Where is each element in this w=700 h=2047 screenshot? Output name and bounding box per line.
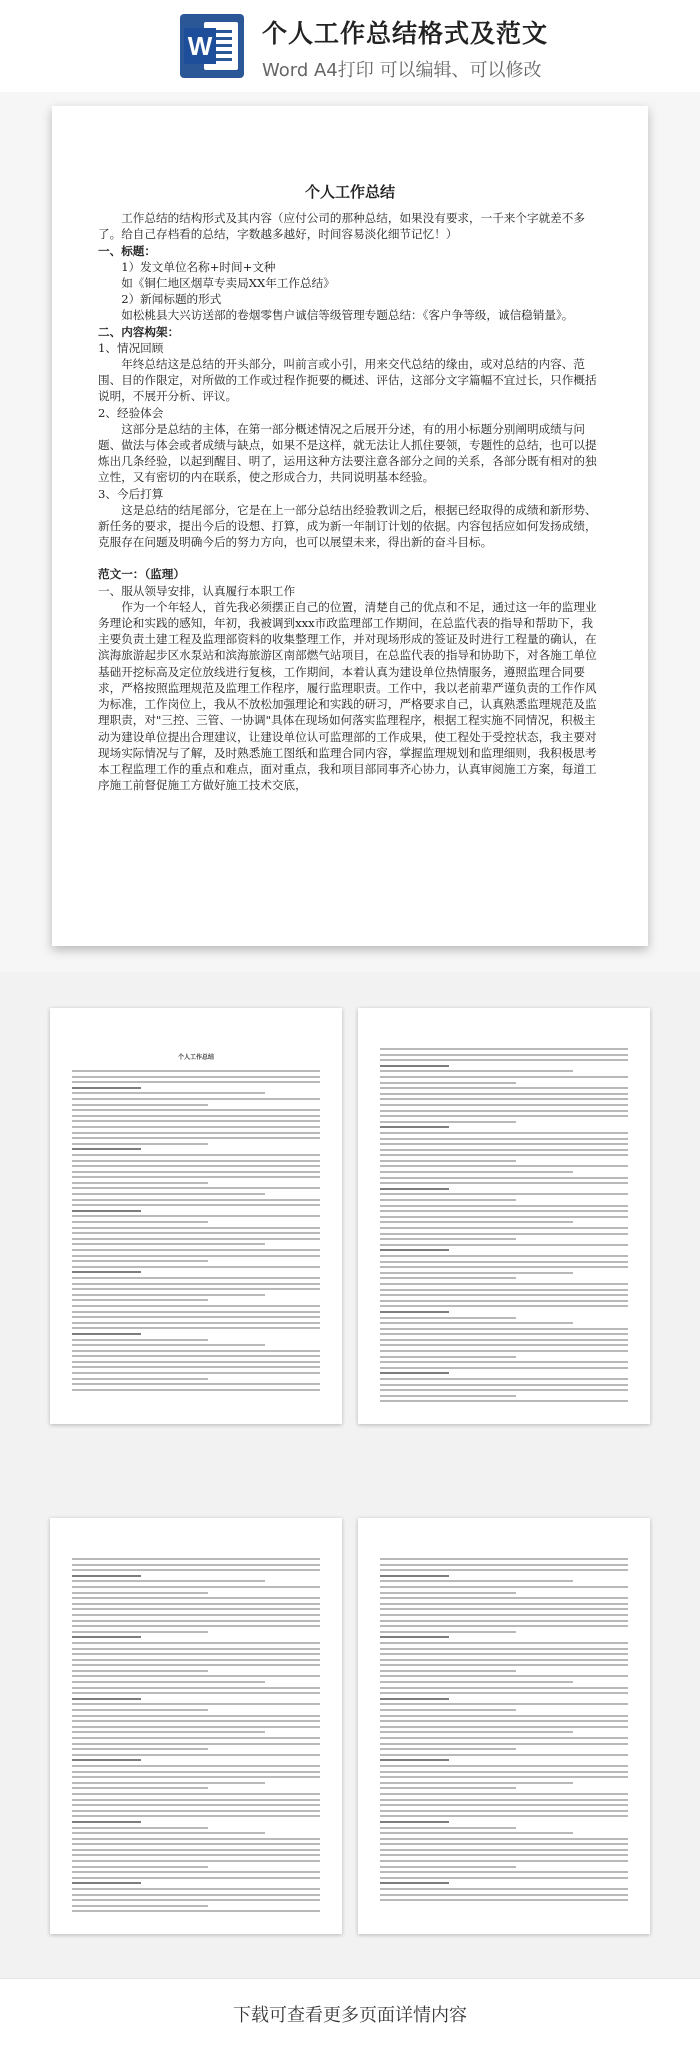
paragraph-spacer — [98, 550, 602, 566]
thumbnail-text-line — [72, 1860, 320, 1862]
thumbnail-text-line — [72, 1787, 208, 1789]
thumbnail-text-line — [72, 1776, 320, 1778]
thumbnail-text-line — [380, 1625, 628, 1627]
thumbnail-text-line — [380, 1754, 628, 1756]
main-preview-area — [0, 92, 700, 972]
thumbnail-text-line — [380, 1244, 628, 1246]
thumbnail-text-line — [380, 1726, 628, 1728]
document-paragraph: 这部分是总结的主体，在第一部分概述情况之后展开分述，有的用小标题分别阐明成绩与问题、做法与体会或者成绩与缺点，如果不是这样，就无法让人抓住要领，专题性的总结，也可以提炼出几条经验，以起到醒目、明了，运用这种方法要注意各部分之间的关系，各部分既有相对的独立性，又有密切的内在联系，使之形成合力，共同说明基本经验。 — [98, 421, 597, 485]
thumbnail-text-line — [380, 1793, 628, 1795]
thumbnail-text-line — [380, 1205, 628, 1207]
document-paragraphs — [98, 210, 602, 793]
thumbnail-text-line — [72, 1575, 141, 1577]
thumbnail-text-line — [380, 1877, 628, 1879]
thumbnail-text-line — [72, 1564, 320, 1566]
thumbnail-text-line — [72, 1748, 208, 1750]
thumbnail-text-line — [72, 1653, 320, 1655]
thumbnail-text-line — [380, 1765, 628, 1767]
thumbnail-text-line — [380, 1575, 449, 1577]
thumbnail-text-line — [72, 1877, 320, 1879]
thumbnail-text-line — [72, 1126, 320, 1128]
thumbnail-text-line — [380, 1603, 628, 1605]
thumbnail-text-line — [380, 1054, 628, 1056]
thumbnail-text-line — [380, 1894, 628, 1896]
thumbnail-text-line — [380, 1681, 573, 1683]
thumbnail-text-line — [380, 1776, 628, 1778]
thumbnail-text-line — [380, 1121, 516, 1123]
thumbnail-text-line — [72, 1726, 320, 1728]
thumbnail-text-line — [72, 1670, 208, 1672]
thumbnail-text-line — [380, 1882, 449, 1884]
thumbnail-text-line — [72, 1120, 320, 1122]
thumbnail-text-line — [380, 1586, 628, 1588]
thumbnail-text-line — [380, 1233, 628, 1235]
document-paragraph: 如松桃县大兴访送部的卷烟零售户诚信等级管理专题总结：《客户争等级，诚信稳销量》。 — [121, 308, 574, 323]
thumbnail-text-line — [72, 1614, 320, 1616]
thumbnail-text-line — [72, 1355, 320, 1357]
thumbnail-text-line — [72, 1827, 208, 1829]
thumbnail-text-line — [380, 1227, 628, 1229]
thumbnail-text-line — [380, 1255, 628, 1257]
thumbnail-text-line — [72, 1109, 320, 1111]
thumbnail-text-line — [72, 1137, 320, 1139]
section-heading: 二、内容构架： — [98, 324, 180, 339]
thumbnail-text-line — [380, 1199, 516, 1201]
document-paragraph: 2、经验体会 — [98, 405, 164, 420]
thumbnail-text-line — [380, 1333, 628, 1335]
thumbnail-text-line — [380, 1821, 449, 1823]
thumbnail-text-line — [72, 1070, 320, 1072]
thumbnail-text-line — [72, 1810, 320, 1812]
thumbnail-text-line — [380, 1642, 628, 1644]
thumbnail-text-line — [72, 1271, 141, 1273]
document-body — [52, 106, 648, 793]
thumbnail-text-line — [72, 1692, 320, 1694]
thumbnail-text-line — [380, 1670, 516, 1672]
thumbnail-text-line — [72, 1227, 320, 1229]
thumbnail-text-line — [380, 1311, 449, 1313]
thumbnail-text-line — [380, 1866, 516, 1868]
thumbnail-text-line — [72, 1866, 208, 1868]
thumbnail-text-line — [72, 1715, 320, 1717]
thumbnail-text-line — [380, 1132, 628, 1134]
thumbnail-text-line — [72, 1743, 320, 1745]
thumbnail-text-line — [380, 1648, 628, 1650]
thumbnail-text-line — [72, 1793, 320, 1795]
thumbnail-page-2[interactable] — [358, 1008, 650, 1424]
thumbnail-text-line — [72, 1569, 320, 1571]
thumbnail-text-line — [380, 1614, 628, 1616]
thumbnail-text-line — [380, 1317, 516, 1319]
document-paragraph: 这是总结的结尾部分，它是在上一部分总结出经验教训之后，根据已经取得的成绩和新形势、新任务的要求，提出今后的设想、打算，成为新一年制订计划的依据。内容包括应如何发扬成绩，克服存在问题及明确今后的努力方向，也可以展望未来，得出新的奋斗目标。 — [98, 502, 597, 550]
thumbnail-text-line — [380, 1165, 628, 1167]
thumbnail-text-line — [380, 1350, 628, 1352]
thumbnail-text-line — [380, 1149, 628, 1151]
thumbnail-text-line — [72, 1815, 320, 1817]
thumbnail-text-line — [72, 1098, 320, 1100]
thumbnail-text-line — [72, 1187, 320, 1189]
thumbnail-text-line — [380, 1703, 628, 1705]
thumbnail-text-line — [380, 1104, 628, 1106]
thumbnail-text-line — [380, 1367, 628, 1369]
thumbnail-text-line — [72, 1871, 320, 1873]
thumbnail-text-line — [380, 1810, 628, 1812]
thumbnail-text-line — [380, 1558, 628, 1560]
thumbnail-text-line — [72, 1193, 265, 1195]
thumbnail-text-line — [72, 1838, 320, 1840]
thumbnail-text-line — [380, 1899, 628, 1901]
thumbnail-text-line — [380, 1372, 449, 1374]
thumbnail-text-line — [72, 1322, 320, 1324]
thumbnail-text-line — [380, 1289, 628, 1291]
thumbnail-text-line — [380, 1076, 628, 1078]
thumbnail-text-line — [72, 1171, 320, 1173]
thumbnail-text-line — [72, 1221, 208, 1223]
thumbnail-text-line — [72, 1372, 320, 1374]
thumbnail-text-line — [72, 1558, 320, 1560]
thumbnail-text-line — [380, 1339, 628, 1341]
footer-bar — [0, 1978, 700, 2047]
thumbnail-text-line — [72, 1894, 320, 1896]
thumbnail-text-line — [72, 1092, 265, 1094]
thumbnail-text-line — [380, 1743, 628, 1745]
thumbnail-text-line — [380, 1110, 628, 1112]
thumbnail-text-line — [72, 1664, 320, 1666]
thumbnail-text-line — [380, 1636, 449, 1638]
thumbnail-text-line — [72, 1104, 208, 1106]
thumbnail-text-line — [380, 1815, 628, 1817]
thumbnail-text-line — [72, 1383, 320, 1385]
thumbnail-text-line — [380, 1709, 516, 1711]
thumbnail-text-line — [380, 1378, 628, 1380]
thumbnail-text-line — [72, 1854, 320, 1856]
thumbnail-text-line — [72, 1283, 320, 1285]
thumbnail-text-line — [72, 1389, 320, 1391]
thumbnail-text-line — [72, 1771, 320, 1773]
thumbnail-text-line — [72, 1759, 141, 1761]
thumbnail-text-line — [72, 1378, 208, 1380]
thumbnail-text-line — [72, 1160, 320, 1162]
thumbnail-text-line — [72, 1597, 320, 1599]
thumbnail-text-line — [72, 1132, 320, 1134]
thumbnail-text-line — [72, 1636, 141, 1638]
thumbnail-text-line — [380, 1154, 628, 1156]
thumbnail-page-3[interactable] — [50, 1518, 342, 1934]
thumbnail-text-line — [72, 1687, 320, 1689]
thumbnail-text-line — [380, 1608, 628, 1610]
thumbnail-text-line — [72, 1720, 320, 1722]
thumbnail-text-line — [380, 1249, 449, 1251]
thumbnail-text-line — [72, 1299, 208, 1301]
thumbnail-text-line — [380, 1283, 628, 1285]
thumbnail-text-line — [380, 1771, 628, 1773]
thumbnail-text-line — [72, 1316, 320, 1318]
thumbnail-text-line — [380, 1592, 516, 1594]
thumbnail-text-line — [380, 1210, 628, 1212]
thumbnail-text-line — [380, 1344, 628, 1346]
thumbnail-text-line — [380, 1787, 516, 1789]
document-paragraph: 1、情况回顾 — [98, 340, 164, 355]
document-paragraph: 2）新闻标题的形式 — [121, 292, 222, 307]
section-heading: 范文一：（监理） — [98, 567, 185, 582]
thumbnail-text-line — [72, 1882, 141, 1884]
section-heading: 一、标题： — [98, 243, 156, 258]
thumbnail-text-line — [380, 1065, 449, 1067]
thumbnail-text-line — [380, 1860, 628, 1862]
thumbnail-text-line — [72, 1243, 265, 1245]
thumbnail-text-line — [380, 1731, 573, 1733]
thumbnail-text-line — [380, 1328, 628, 1330]
thumbnail-text-line — [72, 1215, 320, 1217]
thumbnail-text-line — [380, 1675, 628, 1677]
thumbnail-text-line — [72, 1232, 320, 1234]
thumbnail-text-line — [72, 1782, 265, 1784]
thumbnail-text-line — [72, 1737, 320, 1739]
thumbnail-text-line — [380, 1048, 628, 1050]
thumbnail-text-line — [380, 1799, 628, 1801]
thumbnail-text-line — [380, 1138, 628, 1140]
thumbnail-text-line — [72, 1659, 320, 1661]
thumbnail-text-line — [72, 1311, 320, 1313]
thumbnail-text-line — [72, 1266, 320, 1268]
thumbnail-text-line — [72, 1143, 208, 1145]
thumbnail-text-line — [72, 1182, 208, 1184]
thumbnail-text-line — [72, 1249, 320, 1251]
thumbnail-text-line — [72, 1580, 265, 1582]
thumbnail-text-lines — [380, 1558, 628, 1905]
thumbnail-text-line — [72, 1204, 320, 1206]
thumbnail-text-line — [72, 1288, 320, 1290]
thumbnail-text-line — [72, 1703, 320, 1705]
thumbnail-text-line — [380, 1653, 628, 1655]
thumbnail-text-line — [72, 1344, 265, 1346]
thumbnail-text-line — [380, 1389, 628, 1391]
word-document-icon — [180, 14, 244, 78]
thumbnail-text-line — [380, 1188, 449, 1190]
thumbnail-text-lines — [72, 1070, 320, 1394]
thumbnail-text-line — [380, 1871, 628, 1873]
thumbnail-text-line — [72, 1350, 320, 1352]
thumbnail-text-line — [380, 1216, 628, 1218]
thumbnail-text-line — [380, 1294, 628, 1296]
thumbnail-text-line — [380, 1305, 628, 1307]
download-more-link[interactable]: 下载可查看更多页面详情内容 — [233, 2005, 467, 2026]
thumbnail-text-line — [72, 1333, 141, 1335]
thumbnail-text-line — [72, 1115, 320, 1117]
thumbnail-text-line — [380, 1395, 516, 1397]
thumbnail-text-line — [380, 1849, 628, 1851]
page-title: 个人工作总结格式及范文 — [262, 19, 549, 48]
thumbnail-text-line — [380, 1160, 516, 1162]
thumbnail-text-line — [380, 1569, 628, 1571]
thumbnail-text-line — [380, 1238, 516, 1240]
thumbnail-text-line — [72, 1361, 320, 1363]
thumbnail-text-line — [380, 1070, 573, 1072]
thumbnail-text-lines — [380, 1048, 628, 1406]
thumbnail-text-line — [380, 1843, 628, 1845]
thumbnail-text-line — [380, 1664, 628, 1666]
thumbnail-text-line — [72, 1260, 208, 1262]
thumbnail-text-line — [72, 1804, 320, 1806]
header — [0, 0, 700, 92]
thumbnail-text-line — [380, 1115, 628, 1117]
thumbnail-text-line — [72, 1238, 320, 1240]
thumbnail-text-line — [72, 1620, 320, 1622]
thumbnail-text-line — [72, 1305, 320, 1307]
thumbnail-text-line — [72, 1821, 141, 1823]
thumbnail-text-line — [380, 1400, 628, 1402]
thumbnail-text-line — [380, 1221, 573, 1223]
thumbnail-text-line — [72, 1339, 208, 1341]
thumbnail-text-line — [380, 1361, 628, 1363]
thumbnail-text-line — [380, 1687, 628, 1689]
thumbnail-text-line — [380, 1631, 516, 1633]
document-paragraph: 如《铜仁地区烟草专卖局XX年工作总结》 — [121, 276, 335, 291]
thumbnail-text-line — [380, 1782, 573, 1784]
thumbnail-text-line — [72, 1366, 320, 1368]
thumbnail-text-line — [380, 1277, 516, 1279]
thumbnail-page-4[interactable] — [358, 1518, 650, 1934]
thumbnail-text-line — [380, 1838, 628, 1840]
thumbnail-text-line — [72, 1199, 320, 1201]
thumbnail-text-line — [380, 1832, 573, 1834]
thumbnail-text-line — [380, 1620, 628, 1622]
thumbnail-text-line — [380, 1720, 628, 1722]
thumbnail-text-line — [380, 1193, 628, 1195]
thumbnail-text-line — [72, 1076, 320, 1078]
document-title: 个人工作总结 — [304, 183, 395, 201]
thumbnail-text-line — [72, 1165, 320, 1167]
thumbnail-text-line — [380, 1580, 573, 1582]
thumbnail-text-line — [72, 1081, 320, 1083]
thumbnail-text-line — [380, 1093, 628, 1095]
thumbnail-text-line — [72, 1642, 320, 1644]
thumbnail-text-line — [72, 1765, 320, 1767]
document-page[interactable] — [52, 106, 648, 946]
thumbnail-text-line — [72, 1608, 320, 1610]
thumbnail-text-line — [72, 1899, 320, 1901]
thumbnail-text-line — [72, 1277, 320, 1279]
thumbnail-text-line — [380, 1759, 449, 1761]
thumbnail-text-line — [380, 1082, 516, 1084]
thumbnail-text-line — [380, 1177, 628, 1179]
thumbnail-text-line — [72, 1210, 141, 1212]
thumbnail-text-line — [380, 1564, 628, 1566]
thumbnail-text-line — [72, 1832, 265, 1834]
thumbnail-text-line — [380, 1659, 628, 1661]
thumbnail-text-line — [72, 1731, 265, 1733]
thumbnail-text-line — [72, 1592, 208, 1594]
thumbnail-text-line — [380, 1182, 628, 1184]
thumbnail-text-line — [72, 1698, 141, 1700]
thumbnail-text-line — [72, 1586, 320, 1588]
thumbnail-text-line — [380, 1827, 516, 1829]
thumbnail-text-line — [380, 1126, 449, 1128]
thumbnail-text-line — [380, 1266, 628, 1268]
thumbnail-text-line — [72, 1255, 320, 1257]
thumbnail-text-line — [380, 1737, 628, 1739]
thumbnail-text-line — [380, 1715, 628, 1717]
thumbnail-text-line — [72, 1843, 320, 1845]
thumbnail-text-line — [72, 1888, 320, 1890]
thumbnail-text-line — [380, 1356, 516, 1358]
thumbnail-text-line — [72, 1603, 320, 1605]
thumbnail-text-line — [72, 1327, 320, 1329]
thumbnail-text-line — [380, 1597, 628, 1599]
thumbnail-text-line — [380, 1143, 628, 1145]
thumbnail-text-line — [72, 1148, 141, 1150]
word-letter: W — [184, 28, 216, 64]
thumbnail-text-line — [72, 1294, 265, 1296]
thumbnail-text-line — [72, 1681, 265, 1683]
thumbnail-title: 个人工作总结 — [177, 1054, 214, 1061]
document-paragraph: 3、今后打算 — [98, 486, 164, 501]
thumbnail-text-line — [72, 1087, 141, 1089]
thumbnail-text-line — [72, 1625, 320, 1627]
thumbnail-text-line — [380, 1087, 628, 1089]
thumbnail-text-line — [380, 1272, 573, 1274]
thumbnail-text-line — [72, 1631, 208, 1633]
thumbnail-text-lines — [72, 1558, 320, 1916]
thumbnail-page-1[interactable] — [50, 1008, 342, 1424]
thumbnail-text-line — [380, 1059, 628, 1061]
thumbnail-text-line — [72, 1709, 208, 1711]
thumbnail-text-line — [380, 1322, 573, 1324]
thumbnail-text-line — [72, 1905, 208, 1907]
page-subtitle: Word A4打印 可以编辑、可以修改 — [262, 60, 542, 81]
thumbnail-text-line — [72, 1849, 320, 1851]
thumbnail-text-line — [380, 1384, 628, 1386]
thumbnail-text-line — [380, 1692, 628, 1694]
document-paragraph: 工作总结的结构形式及其内容（应付公司的那种总结，如果没有要求，一千来个字就差不多了。给自己存档看的总结，字数越多越好，时间容易淡化细节记忆！） — [98, 211, 585, 242]
thumbnail-text-line — [72, 1154, 320, 1156]
document-paragraph: 一、服从领导安排，认真履行本职工作 — [98, 583, 296, 598]
thumbnail-text-line — [380, 1261, 628, 1263]
thumbnail-text-line — [380, 1854, 628, 1856]
thumbnail-text-line — [380, 1748, 516, 1750]
thumbnail-text-line — [72, 1754, 320, 1756]
thumbnail-text-line — [72, 1675, 320, 1677]
document-paragraph: 作为一个年轻人，首先我必须摆正自己的位置，清楚自己的优点和不足，通过这一年的监理业务理论和实践的感知，年初，我被调到xxx市政监理部工作期间，在总监代表的指导和帮助下，我主要负责土建工程及监理部资料的收集整理工作，并对现场形成的签证及时进行工程量的确认，在滨海旅游起步区水泵站和滨海旅游区南部燃气站项目，在总监代表的指导和协助下，对各施工单位基础开挖标高及定位放线进行复核，工作期间，本着认真为建设单位热情服务，遵照监理合同要求，严格按照监理规范及监理工作程序，履行监理职责。工作中，我以老前辈严谨负责的工作作风为标准，工作岗位上，我从不放松加强理论和实践的研习，严格要求自己，认真熟悉监理规范及监理职责，对"三控、三管、一协调"具体在现场如何落实监理程序，根据工程实施不同情况，积极主动为建设单位提出合理建议，让建设单位认可监理部的工作成果，使工程处于受控状态，我主要对现场实际情况与了解，及时熟悉施工图纸和监理合同内容，掌握监理规划和监理细则，我积极思考本工程监理工作的重点和难点，面对重点，我和项目部同事齐心协力，认真审阅施工方案，每道工序施工前督促施工方做好施工技术交底， — [98, 599, 597, 793]
thumbnail-text-line — [380, 1300, 628, 1302]
thumbnail-text-line — [72, 1648, 320, 1650]
document-paragraph: 年终总结这是总结的开头部分，叫前言或小引，用来交代总结的缘由，或对总结的内容、范围、目的作限定，对所做的工作或过程作扼要的概述、评估，这部分文字篇幅不宜过长，只作概括说明，不展开分析、评议。 — [98, 357, 597, 404]
document-paragraph: 1）发文单位名称+时间+文种 — [121, 259, 276, 274]
thumbnail-text-line — [72, 1176, 320, 1178]
thumbnail-text-line — [380, 1098, 628, 1100]
thumbnail-text-line — [380, 1888, 628, 1890]
thumbnail-text-line — [380, 1171, 573, 1173]
thumbnail-text-line — [72, 1799, 320, 1801]
thumbnail-text-line — [72, 1910, 320, 1912]
thumbnail-text-line — [380, 1698, 449, 1700]
page-thumbnail-gallery — [0, 972, 700, 1978]
thumbnail-text-line — [380, 1804, 628, 1806]
